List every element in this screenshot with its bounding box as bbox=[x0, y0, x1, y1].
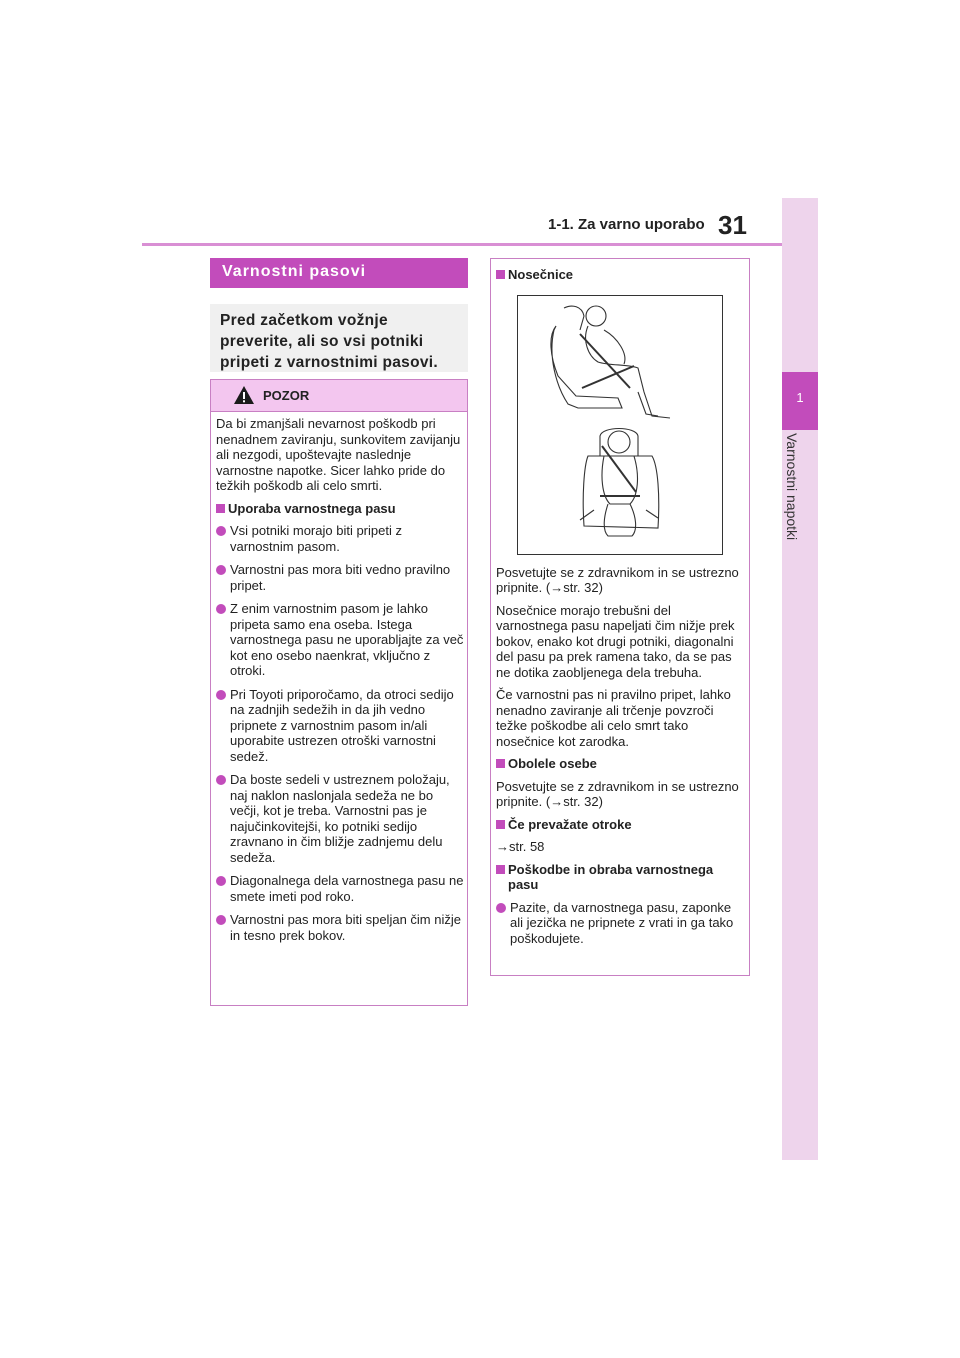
caution-bullet: Diagonalnega dela varnostnega pasu ne smete imeti pod roko. bbox=[216, 873, 464, 904]
square-bullet-icon bbox=[496, 270, 505, 279]
round-bullet-icon bbox=[216, 876, 226, 886]
caution-bullet: Pri Toyoti priporočamo, da otroci sedijo na zadnjih sedežih in da jih vedno pripnete z varnostnim pasom in/ali uporabite ustrezen otroški varnostni sedež. bbox=[216, 687, 464, 765]
section-title: 1-1. Za varno uporabo bbox=[548, 216, 705, 233]
square-bullet-icon bbox=[216, 504, 225, 513]
round-bullet-icon bbox=[216, 690, 226, 700]
round-bullet-icon bbox=[216, 604, 226, 614]
caution-body bbox=[216, 416, 464, 951]
caution-bullet: Varnostni pas mora biti vedno pravilno pripet. bbox=[216, 562, 464, 593]
seatbelt-illustration bbox=[517, 295, 723, 555]
children-heading: Če prevažate otroke bbox=[496, 817, 744, 833]
pregnant-paragraph-1: Posvetujte se z zdravnikom in se ustrezno pripnite. (→str. 32) bbox=[496, 564, 739, 595]
pregnant-paragraph-2: Nosečnice morajo trebušni del varnostnega pasu napeljati čim nižje prek bokov, enako kot drugi potniki, diagonalni del pasu pa prek ramena tako, da se pas ne dotika zaobljenega dela trebuha. bbox=[496, 602, 735, 680]
info-box bbox=[490, 258, 750, 976]
caution-box bbox=[210, 379, 468, 1006]
round-bullet-icon bbox=[216, 526, 226, 536]
pregnant-paragraph-3: Če varnostni pas ni pravilno pripet, lahko nenadno zaviranje ali trčenje povzroči težke poškodbe ali celo smrt tako nosečnice kot zarodka. bbox=[496, 687, 731, 749]
square-bullet-icon bbox=[496, 820, 505, 829]
caution-bullet: Varnostni pas mora biti speljan čim nižje in tesno prek bokov. bbox=[216, 912, 464, 943]
caution-header bbox=[211, 380, 467, 412]
ill-heading: Obolele osebe bbox=[496, 756, 744, 772]
round-bullet-icon bbox=[216, 915, 226, 925]
warning-icon bbox=[233, 385, 255, 405]
page-number: 31 bbox=[718, 210, 747, 240]
damage-bullet: Pazite, da varnostnega pasu, zaponke ali jezička ne pripnete z vrati in ga tako poškodujete. bbox=[496, 900, 744, 947]
ill-paragraph: Posvetujte se z zdravnikom in se ustrezno pripnite. (→str. 32) bbox=[496, 778, 739, 809]
round-bullet-icon bbox=[216, 775, 226, 785]
pregnant-seatbelt-drawing bbox=[518, 296, 722, 554]
info-body bbox=[496, 264, 744, 954]
caution-subheading: Uporaba varnostnega pasu bbox=[216, 501, 464, 517]
header-rule bbox=[142, 243, 782, 246]
damage-heading: Poškodbe in obraba varnostnega pasu bbox=[496, 862, 744, 893]
section-heading: Varnostni pasovi bbox=[210, 258, 468, 288]
caution-title: POZOR bbox=[263, 388, 310, 403]
children-reference: →str. 58 bbox=[496, 839, 545, 854]
square-bullet-icon bbox=[496, 759, 505, 768]
pregnant-heading: Nosečnice bbox=[496, 267, 744, 283]
caution-intro: Da bi zmanjšali nevarnost poškodb pri nenadnem zaviranju, sunkovitem zavijanju ali nezgodi, upoštevajte naslednje varnostne napotke. Sicer lahko pride do težkih poškodb ali celo smrti. bbox=[216, 416, 461, 493]
caution-bullet: Z enim varnostnim pasom je lahko pripeta samo ena oseba. Istega varnostnega pasu ne uporabljajte za več kot eno osebo naenkrat, vključno z otroki. bbox=[216, 601, 464, 679]
chapter-label: Varnostni napotki bbox=[784, 433, 800, 541]
intro-box: Pred začetkom vožnje preverite, ali so vsi potniki pripeti z varnostnimi pasovi. bbox=[210, 304, 468, 372]
square-bullet-icon bbox=[496, 865, 505, 874]
caution-bullet: Vsi potniki morajo biti pripeti z varnostnim pasom. bbox=[216, 523, 464, 554]
side-strip bbox=[782, 198, 818, 1160]
caution-bullet: Da boste sedeli v ustreznem položaju, naj naklon naslonjala sedeža ne bo večji, kot je treba. Varnostni pas je najučinkovitejši, ko potniki sedijo zravnano in čim bližje zadnjemu delu sedeža. bbox=[216, 772, 464, 865]
round-bullet-icon bbox=[496, 903, 506, 913]
round-bullet-icon bbox=[216, 565, 226, 575]
chapter-number: 1 bbox=[796, 390, 804, 405]
